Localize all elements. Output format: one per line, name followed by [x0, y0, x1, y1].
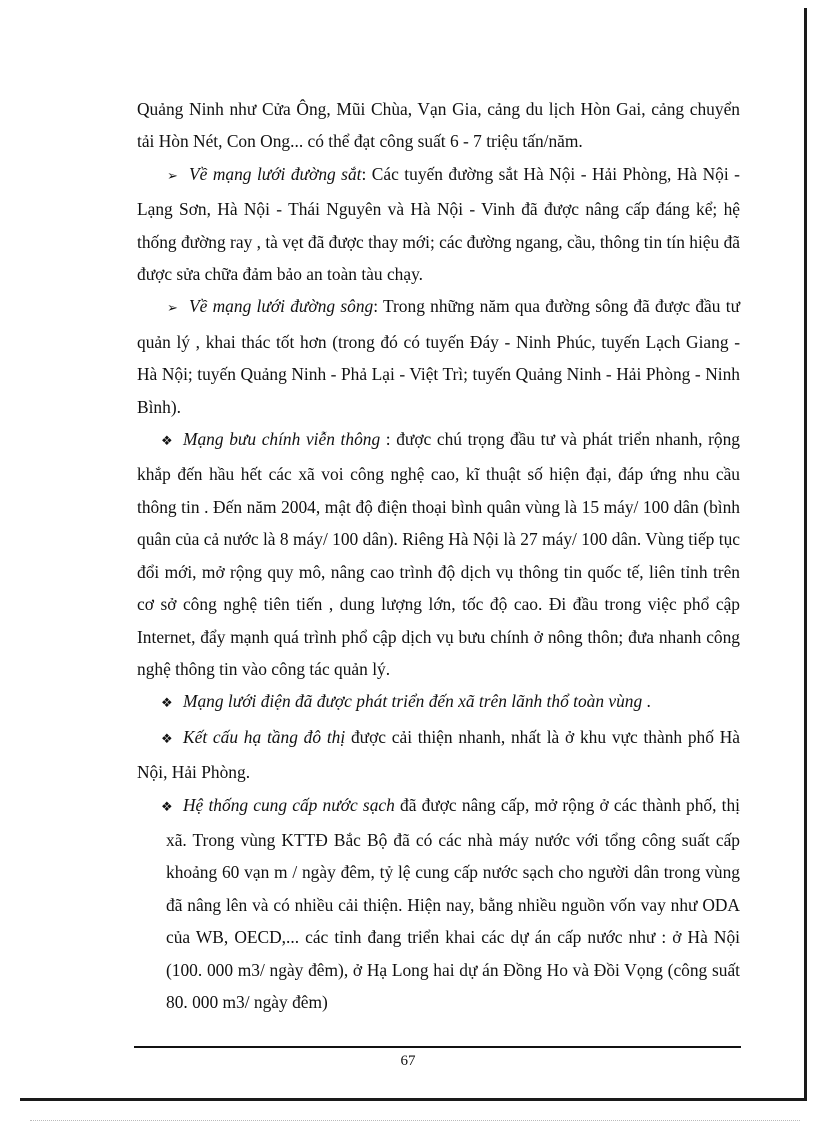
arrow-bullet-icon: ➢ — [167, 168, 178, 184]
page-border-right — [804, 8, 807, 1098]
railway-text: : Các tuyến đường sắt Hà Nội - Hải Phòng, Hà Nội - Lạng Sơn, Hà Nội - Thái Nguyên và Hà Nội - Vinh đã được nâng cấp đáng kể; hệ thống đường ray , tà vẹt đã được thay mới; các đường ngang, cầu, thông tin tín hiệu đã được sửa chữa đảm bảo an toàn tàu chạy. — [137, 163, 740, 285]
paragraph-electricity — [137, 685, 740, 720]
footer-rule — [134, 1046, 741, 1048]
diamond-bullet-icon: ❖ — [161, 434, 173, 450]
page-number: 67 — [400, 1053, 416, 1069]
waterway-text: : Trong những năm qua đường sông đã được đầu tư quản lý , khai thác tốt hơn (trong đó có tuyến Đáy - Ninh Phúc, tuyến Lạch Giang - Hà Nội; tuyến Quảng Ninh - Phả Lại - Việt Trì; tuyến Quảng Ninh - Hải Phòng - Ninh Bình). — [137, 296, 740, 417]
electricity-text: . — [642, 691, 651, 712]
railway-heading: Về mạng lưới đường sắt — [189, 163, 362, 184]
paragraph-telecom — [137, 423, 740, 685]
waterway-heading: Về mạng lưới đường sông — [189, 296, 374, 317]
diamond-bullet-icon: ❖ — [161, 799, 173, 815]
page-edge-dots — [30, 1120, 800, 1121]
paragraph-clean-water — [137, 789, 740, 1019]
urban-infrastructure-heading: Kết cấu hạ tầng đô thị — [183, 726, 346, 747]
paragraph-railway — [137, 158, 740, 291]
telecom-text: : được chú trọng đầu tư và phát triển nhanh, rộng khắp đến hầu hết các xã voi công nghệ cao, kĩ thuật số hiện đại, đáp ứng nhu cầu thông tin . Đến năm 2004, mật độ điện thoại bình quân vùng là 15 máy/ 100 dân (bình quân của cả nước là 8 máy/ 100 dân). Riêng Hà Nội là 27 máy/ 100 dân. Vùng tiếp tục đổi mới, mở rộng quy mô, nâng cao trình độ dịch vụ thông tin quốc tế, liên tỉnh trên cơ sở công nghệ tiên tiến , dung lượng lớn, tốc độ cao. Đi đầu trong việc phổ cập Internet, đẩy mạnh quá trình phổ cập dịch vụ bưu chính ở nông thôn; đưa nhanh công nghệ thông tin vào công tác quản lý. — [137, 429, 740, 679]
clean-water-text: đã được nâng cấp, mở rộng ở các thành phố, thị xã. Trong vùng KTTĐ Bắc Bộ đã có các nhà máy nước với tổng công suất cấp khoảng 60 vạn m / ngày đêm, tỷ lệ cung cấp nước sạch cho người dân trong vùng đã nâng lên và có nhiều cải thiện. Hiện nay, bằng nhiều nguồn vốn vay như ODA của WB, OECD,... các tỉnh đang triển khai các dự án cấp nước như : ở Hà Nội (100. 000 m3/ ngày đêm), ở Hạ Long hai dự án Đồng Ho và Đồi Vọng (công suất 80. 000 m3/ ngày đêm) — [166, 794, 740, 1012]
clean-water-heading: Hệ thống cung cấp nước sạch — [183, 794, 395, 815]
page-border-bottom — [20, 1098, 807, 1101]
diamond-bullet-icon: ❖ — [161, 696, 173, 712]
paragraph-sea-ports: Quảng Ninh như Cửa Ông, Mũi Chùa, Vạn Gia, cảng du lịch Hòn Gai, cảng chuyển tải Hòn Nét, Con Ong... có thể đạt công suất 6 - 7 triệu tấn/năm. — [137, 99, 740, 152]
telecom-heading: Mạng bưu chính viễn thông — [183, 429, 381, 450]
paragraph-urban-infrastructure — [137, 721, 740, 789]
page-body — [137, 93, 740, 1018]
paragraph-waterway — [137, 290, 740, 423]
electricity-heading: Mạng lưới điện đã được phát triển đến xã trên lãnh thổ toàn vùng — [183, 691, 643, 712]
arrow-bullet-icon: ➢ — [167, 301, 178, 317]
urban-infrastructure-text: được cải thiện nhanh, nhất là ở khu vực thành phố Hà Nội, Hải Phòng. — [137, 726, 740, 783]
diamond-bullet-icon: ❖ — [161, 731, 173, 747]
